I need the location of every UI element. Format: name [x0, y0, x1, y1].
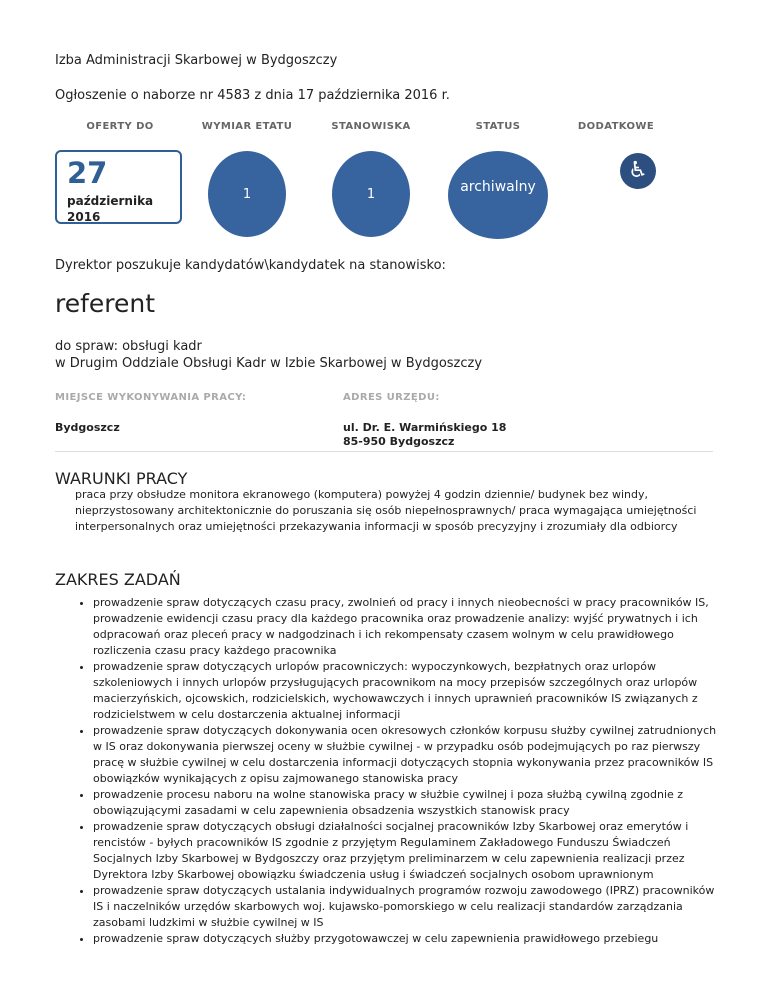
status-badge — [448, 151, 548, 239]
list-item: • prowadzenie spraw dotyczących czasu pracy, zwolnień od pracy i innych nieobecności w pracy pracowników IS, prowadzenie ewidencji czasu pracy dla każdego pracownika oraz prowadzenie analizy: wyjść prywatnych i ich odpracowań oraz pleceń pracy w nadgodzinach i ich rekompensaty czasem wolnym w celu prawidłowego rozliczenia czasu pracy każdego pracownika — [93, 595, 725, 659]
list-item: • prowadzenie spraw dotyczących obsługi działalności socjalnej pracowników Izby Skarbowej oraz emerytów i rencistów - byłych pracowników IS zgodnie z przyjętym Regulaminem Zakładowego Funduszu Świadczeń Socjalnych Izby Skarbowej w Bydgoszczy oraz przyjętym preliminarzem w celu zapewnienia realizacji przez Dyrektora Izby Skarbowej obowiązku świadczenia usług i świadczeń socjalnych osobom uprawnionym — [93, 819, 725, 883]
wheelchair-icon: ♿ — [620, 153, 656, 189]
list-item: • prowadzenie spraw dotyczących ustalania indywidualnych programów rozwoju zawodowego (IPRZ) pracowników IS i naczelników urzędów skarbowych woj. kujawsko-pomorskiego w celu realizacji standardów zarządzania zasobami ludzkimi w służbie cywilnej w IS — [93, 883, 725, 931]
matters-text: do spraw: obsługi kadr — [55, 339, 202, 354]
conditions-text: praca przy obsłudze monitora ekranowego (komputera) powyżej 4 godzin dziennie/ budynek bez windy, nieprzystosowany architektonicznie do poruszania się osób niepełnosprawnych/ praca wymagająca umiejętności interpersonalnych oraz umiejętności przekazywania informacji w sposób precyzyjny i zrozumiały dla odbiorcy — [75, 488, 697, 533]
deadline-year: 2016 — [67, 210, 101, 224]
position-title: referent — [55, 289, 156, 318]
address-street: ul. Dr. E. Warmińskiego 18 — [343, 421, 507, 434]
list-item: • prowadzenie spraw dotyczących urlopów pracowniczych: wypoczynkowych, bezpłatnych oraz urlopów szkoleniowych i innych urlopów przysługujących pracownikom na mocy przepisów szczególnych oraz urlopów macierzyńskich, ojcowskich, rodzicielskich, wychowawczych i innych uprawnień pracowników IS związanych z rodzicielstwem w celu dostarczenia aktualnej informacji — [93, 659, 725, 723]
seeking-text: Dyrektor poszukuje kandydatów\kandydatek na stanowisko: — [55, 258, 446, 273]
positions-value: 1 — [366, 187, 376, 202]
duties-list — [75, 595, 725, 947]
header-positions: STANOWISKA — [331, 121, 411, 132]
positions-badge — [332, 151, 410, 237]
address-label: ADRES URZĘDU: — [343, 392, 440, 403]
deadline-month: października — [67, 194, 154, 208]
organization-name: Izba Administracji Skarbowej w Bydgoszczy — [55, 53, 338, 68]
list-item: • prowadzenie spraw dotyczących dokonywania ocen okresowych członków korpusu służby cywilnej zatrudnionych w IS oraz dokonywania pierwszej oceny w służbie cywilnej - w przypadku osób podejmujących po raz pierwszy pracę w służbie cywilnej w celu dostarczenia informacji dotyczących stopnia wykonywania przez pracowników IS obowiązków wynikających z opisu zajmowanego stanowiska pracy — [93, 723, 725, 787]
list-item: • prowadzenie spraw dotyczących służby przygotowawczej w celu zapewnienia prawidłowego przebiegu — [93, 931, 725, 947]
workplace-value: Bydgoszcz — [55, 421, 120, 434]
workplace-label: MIEJSCE WYKONYWANIA PRACY: — [55, 392, 247, 403]
list-item: • prowadzenie procesu naboru na wolne stanowiska pracy w służbie cywilnej i poza służbą cywilną zgodnie z obowiązującymi zasadami w celu zapewnienia obsadzenia wszystkich stanowisk pracy — [93, 787, 725, 819]
section-divider — [55, 451, 713, 452]
status-value: archiwalny — [460, 179, 536, 195]
deadline-day: 27 — [67, 156, 108, 190]
header-offers-until: OFERTY DO — [86, 121, 154, 132]
header-work-time: WYMIAR ETATU — [201, 121, 293, 132]
work-time-badge — [208, 151, 286, 237]
work-time-value: 1 — [242, 187, 252, 202]
header-additional: DODATKOWE — [577, 121, 655, 132]
conditions-title: WARUNKI PRACY — [55, 469, 188, 488]
announcement-title: Ogłoszenie o naborze nr 4583 z dnia 17 października 2016 r. — [55, 88, 450, 103]
offers-deadline-box — [55, 150, 182, 224]
address-city: 85-950 Bydgoszcz — [343, 435, 455, 448]
department-text: w Drugim Oddziale Obsługi Kadr w Izbie Skarbowej w Bydgoszczy — [55, 356, 483, 371]
header-status: STATUS — [475, 121, 521, 132]
duties-title: ZAKRES ZADAŃ — [55, 570, 181, 589]
